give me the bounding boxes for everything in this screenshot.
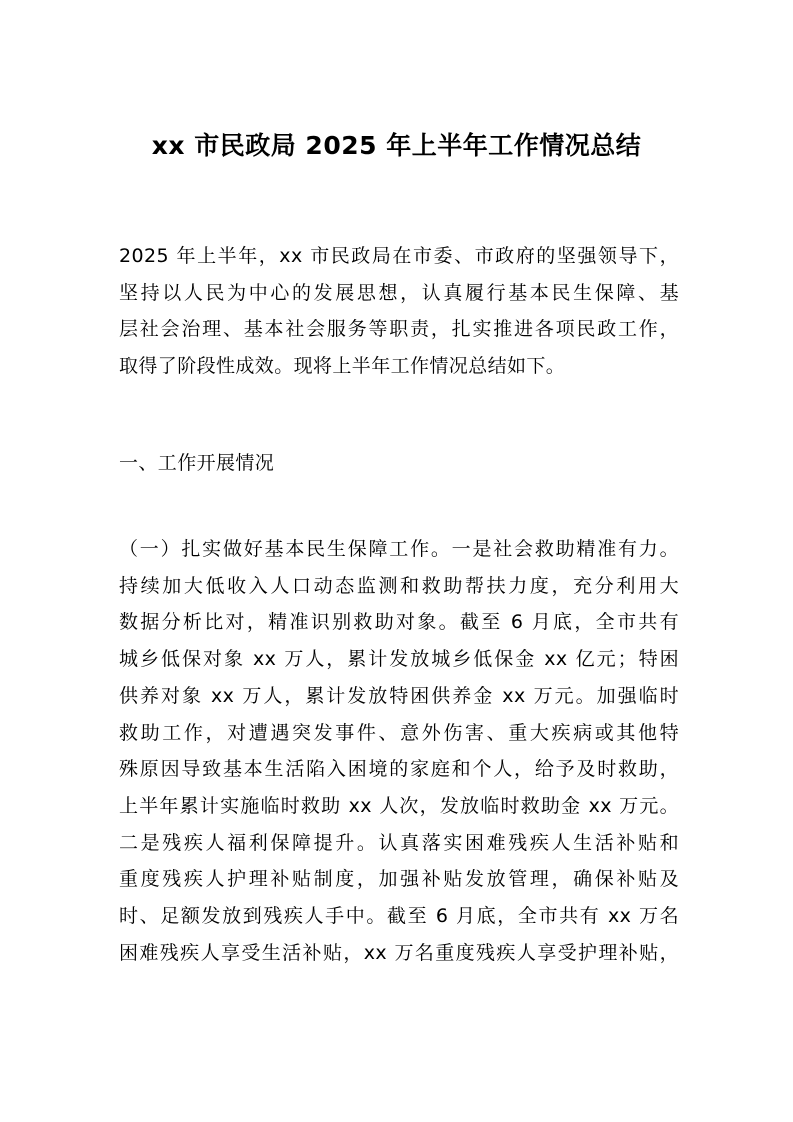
text-line: 二是残疾人福利保障提升。认真落实困难残疾人生活补贴和 xyxy=(119,831,679,854)
text-line: 2025 年上半年，xx 市民政局在市委、市政府的坚强领导下， xyxy=(119,245,679,267)
text-line: 时、足额发放到残疾人手中。截至 6 月底，全市共有 xx 万名 xyxy=(119,905,679,928)
text-line: 救助工作，对遭遇突发事件、意外伤害、重大疾病或其他特 xyxy=(119,721,679,744)
text-line: （一）扎实做好基本民生保障工作。一是社会救助精准有力。 xyxy=(119,538,679,560)
text-line: 上半年累计实施临时救助 xx 人次，发放临时救助金 xx 万元。 xyxy=(119,794,679,817)
text-line: 持续加大低收入人口动态监测和救助帮扶力度，充分利用大 xyxy=(119,574,679,597)
section-heading: 一、工作开展情况 xyxy=(119,452,275,474)
text-line: 困难残疾人享受生活补贴，xx 万名重度残疾人享受护理补贴， xyxy=(119,941,679,964)
text-line: 取得了阶段性成效。现将上半年工作情况总结如下。 xyxy=(119,355,566,378)
document-title: xx 市民政局 2025 年上半年工作情况总结 xyxy=(151,131,642,160)
text-line: 殊原因导致基本生活陷入困境的家庭和个人，给予及时救助， xyxy=(119,758,679,781)
text-line: 重度残疾人护理补贴制度，加强补贴发放管理，确保补贴及 xyxy=(119,868,679,891)
intro-paragraph xyxy=(119,238,679,385)
text-line: 城乡低保对象 xx 万人，累计发放城乡低保金 xx 亿元；特困 xyxy=(119,648,679,671)
section-body-paragraph xyxy=(119,531,679,971)
text-line: 供养对象 xx 万人，累计发放特困供养金 xx 万元。加强临时 xyxy=(119,684,679,707)
text-line: 数据分析比对，精准识别救助对象。截至 6 月底，全市共有 xyxy=(119,611,679,634)
text-line: 坚持以人民为中心的发展思想，认真履行基本民生保障、基 xyxy=(119,281,679,304)
text-line: 层社会治理、基本社会服务等职责，扎实推进各项民政工作， xyxy=(119,318,679,341)
